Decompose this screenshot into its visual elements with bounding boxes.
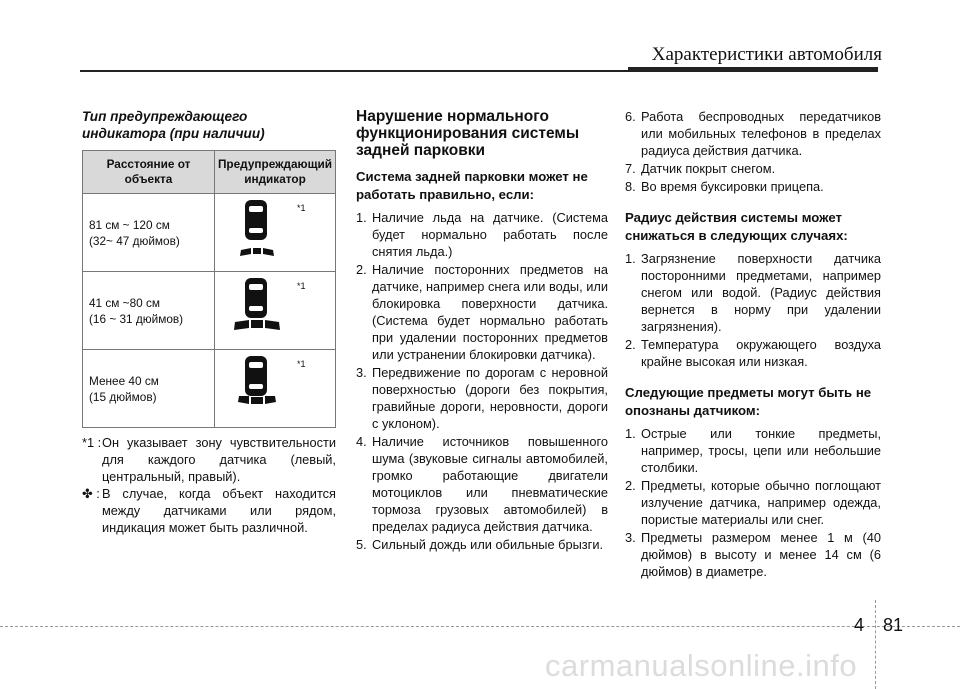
right-column [625,108,881,594]
col-indicator-header: Предупреждающий индикатор [215,151,336,194]
note-item: ✤ : В случае, когда объект находится между датчиками или рядом, индикация может быть различной. [82,486,336,535]
footer-divider [0,626,960,627]
chapter-number: 4 [854,615,865,635]
range-reduction-heading: Радиус действия системы может снижаться в следующих случаях: [625,210,848,243]
col-distance-header: Расстояние от объекта [83,151,215,194]
list-item: 2. Температура окружающего воздуха крайне высокая или низкая. [625,337,881,369]
distance-cell: Менее 40 см (15 дюймов) [83,350,215,428]
malfunction-list [356,209,608,553]
distance-cell: 41 см ~80 см (16 ~ 31 дюймов) [83,272,215,350]
indicator-type-heading: Тип предупреждающего индикатора (при наличии) [82,109,265,141]
list-item: 7. Датчик покрыт снегом. [625,161,776,176]
footnote-mark: *1 [297,359,306,369]
list-item: 5. Сильный дождь или обильные брызги. [356,537,604,552]
indicator-table-header [83,151,336,194]
note-item: *1 : Он указывает зону чувствительности для каждого датчика (левый, центральный, правый). [82,435,336,484]
indicator-cell [215,194,336,272]
malfunction-list-continued [625,108,881,195]
section-subheading: Система задней парковки может не работать правильно, если: [356,169,588,202]
indicator-cell [215,350,336,428]
car-sensor-mid-icon [227,276,287,340]
list-item: 2. Предметы, которые обычно поглощают излучение датчика, например одежда, пористые материалы или снег. [625,478,881,527]
list-item: 6. Работа беспроводных передатчиков или мобильных телефонов в пределах радиуса действия датчика. [625,109,881,158]
middle-column [356,108,608,567]
range-reduction-list [625,250,881,370]
list-item: 1. Загрязнение поверхности датчика посторонними предметами, например снегом или водой. (Радиус действия вернется в норму при удалении загрязнения). [625,251,881,334]
page-header-title: Характеристики автомобиля [651,44,882,65]
page-number: 81 [883,615,904,635]
table-row [83,272,336,350]
section-heading: Нарушение нормального функционирования системы задней парковки [356,108,580,159]
header-rule-accent [628,67,878,72]
list-item: 8. Во время буксировки прицепа. [625,179,824,194]
undetected-objects-heading: Следующие предметы могут быть не опознаны датчиком: [625,385,872,418]
table-notes [82,434,336,536]
table-row [83,194,336,272]
distance-cell: 81 см ~ 120 см (32~ 47 дюймов) [83,194,215,272]
list-item: 1. Наличие льда на датчике. (Система будет нормально работать после снятия льда.) [356,210,608,259]
car-sensor-near-icon [227,354,287,418]
indicator-cell [215,272,336,350]
footnote-mark: *1 [297,281,306,291]
list-item: 4. Наличие источников повышенного шума (звуковые сигналы автомобилей, громко работающие двигатели мотоциклов или пневматические тормоза грузовых автомобилей) в пределах радиуса действия датчика. [356,434,608,534]
list-item: 3. Передвижение по дорогам с неровной поверхностью (дороги без покрытия, гравийные дороги, неровности, дороги с уклоном). [356,365,608,431]
left-column [82,108,336,536]
table-row [83,350,336,428]
car-sensor-far-icon [227,198,287,262]
list-item: 1. Острые или тонкие предметы, например, тросы, цепи или небольшие столбики. [625,426,881,475]
page-number-divider [875,600,876,689]
indicator-table [82,150,336,428]
footnote-mark: *1 [297,203,306,213]
watermark-text: carmanualsonline.info [545,648,858,683]
list-item: 3. Предметы размером менее 1 м (40 дюймов) в высоту и менее 14 см (6 дюймов) в диаметре. [625,530,881,579]
list-item: 2. Наличие посторонних предметов на датчике, например снега или воды, или блокировка поверхности датчика. (Система будет нормально работать при удалении посторонних предметов или устранении блокировки датчика). [356,262,608,362]
undetected-objects-list [625,425,881,580]
